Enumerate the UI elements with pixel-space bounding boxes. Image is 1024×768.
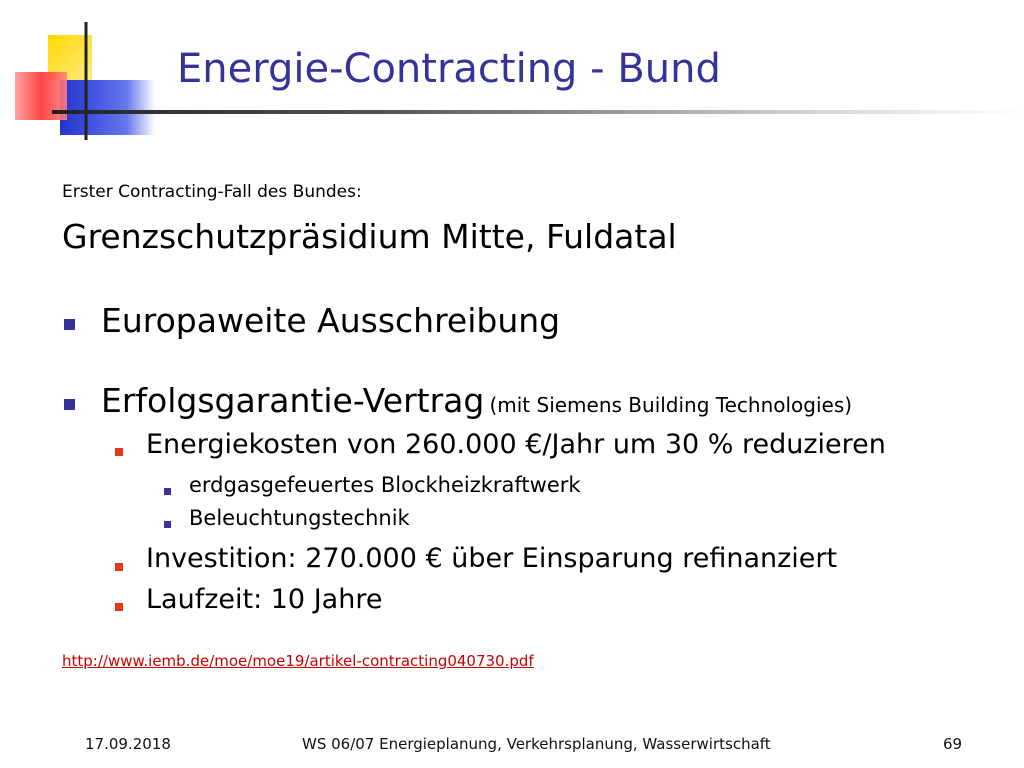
bullet-vertrag-text: Erfolgsgarantie-Vertrag: [101, 381, 485, 420]
sub-bullet-investition: Investition: 270.000 € über Einsparung refinanziert: [146, 543, 838, 574]
slide-subtitle: Grenzschutzpräsidium Mitte, Fuldatal: [62, 217, 677, 256]
footer-date: 17.09.2018: [85, 735, 171, 753]
sub-sub-bullet-marker: [164, 488, 171, 495]
bullet-marker: [64, 399, 75, 410]
sub-sub-bullet-bhkw: erdgasgefeuertes Blockheizkraftwerk: [189, 473, 581, 497]
slide-logo-graphic: [0, 0, 160, 150]
bullet-marker: [64, 319, 75, 330]
sub-sub-bullet-beleuchtung: Beleuchtungstechnik: [189, 506, 410, 530]
bullet-vertrag-note: (mit Siemens Building Technologies): [489, 393, 853, 417]
intro-text: Erster Contracting-Fall des Bundes:: [62, 182, 362, 202]
sub-bullet-marker: [115, 563, 123, 571]
sub-bullet-laufzeit: Laufzeit: 10 Jahre: [146, 584, 383, 615]
footer-page-number: 69: [943, 735, 963, 753]
slide-title: Energie-Contracting - Bund: [177, 46, 721, 92]
sub-sub-bullet-marker: [164, 521, 171, 528]
source-link[interactable]: http://www.iemb.de/moe/moe19/artikel-contracting040730.pdf: [62, 652, 534, 670]
bullet-vertrag: [101, 381, 852, 420]
sub-bullet-energiekosten: Energiekosten von 260.000 €/Jahr um 30 % reduzieren: [146, 429, 886, 460]
bullet-ausschreibung: Europaweite Ausschreibung: [101, 301, 561, 340]
title-divider: [52, 110, 1024, 114]
sub-bullet-marker: [115, 448, 123, 456]
sub-bullet-marker: [115, 603, 123, 611]
footer-course: WS 06/07 Energieplanung, Verkehrsplanung, Wasserwirtschaft: [302, 735, 771, 753]
